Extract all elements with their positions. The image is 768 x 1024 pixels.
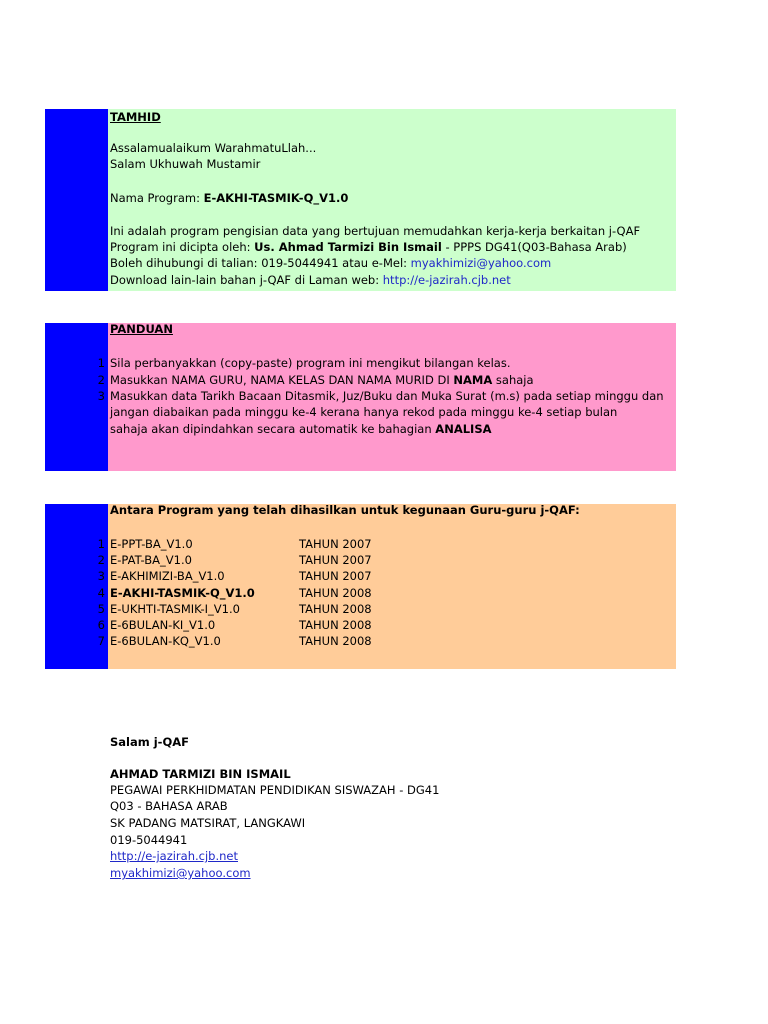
step-number: 2 [97, 373, 105, 387]
program-label: Nama Program: [110, 191, 204, 205]
program-item-year: TAHUN 2008 [299, 634, 372, 648]
author-school: SK PADANG MATSIRAT, LANGKAWI [110, 816, 306, 830]
step-2-text-a: Masukkan NAMA GURU, NAMA KELAS DAN NAMA MURID DI [110, 373, 454, 387]
step-2-text [110, 372, 534, 388]
footer-email-link[interactable]: myakhimizi@yahoo.com [110, 866, 251, 880]
program-item-year: TAHUN 2007 [299, 537, 372, 551]
program-number: 2 [97, 553, 105, 567]
program-item-name: E-UKHTI-TASMIK-I_V1.0 [110, 602, 240, 616]
programs-section [45, 504, 676, 669]
program-item-year: TAHUN 2008 [299, 618, 372, 632]
download-line [110, 272, 511, 288]
download-url-link[interactable]: http://e-jazirah.cjb.net [382, 273, 511, 287]
footer-website-link[interactable]: http://e-jazirah.cjb.net [110, 849, 238, 863]
program-item-year: TAHUN 2008 [299, 602, 372, 616]
program-number: 1 [97, 537, 105, 551]
step-2-text-b: sahaja [492, 373, 534, 387]
program-item-name: E-AKHI-TASMIK-Q_V1.0 [110, 586, 255, 600]
program-item-year: TAHUN 2007 [299, 553, 372, 567]
program-name: E-AKHI-TASMIK-Q_V1.0 [203, 191, 349, 205]
program-number: 7 [97, 634, 105, 648]
step-number: 1 [97, 356, 105, 370]
step-1-text: Sila perbanyakkan (copy-paste) program ini mengikut bilangan kelas. [110, 356, 511, 370]
program-item-name: E-6BULAN-KQ_V1.0 [110, 634, 221, 648]
author-full-name: AHMAD TARMIZI BIN ISMAIL [110, 767, 291, 781]
step-3-line-1: Masukkan data Tarikh Bacaan Ditasmik, Juz/Buku dan Muka Surat (m.s) pada setiap minggu dan [110, 389, 664, 403]
author-name: Us. Ahmad Tarmizi Bin Ismail [254, 240, 442, 254]
program-item-year: TAHUN 2007 [299, 569, 372, 583]
step-number: 3 [97, 389, 105, 403]
program-item-name: E-PAT-BA_V1.0 [110, 553, 192, 567]
program-number: 6 [97, 618, 105, 632]
author-suffix: - PPPS DG41(Q03-Bahasa Arab) [441, 240, 627, 254]
contact-line [110, 255, 551, 271]
greeting-line-1: Assalamualaikum WarahmatuLlah... [110, 141, 317, 155]
author-line [110, 239, 627, 255]
author-phone: 019-5044941 [110, 833, 188, 847]
step-3-line-3-a: sahaja akan dipindahkan secara automatik ke bahagian [110, 422, 436, 436]
tamhid-heading: TAMHID [110, 110, 161, 124]
author-prefix: Program ini dicipta oleh: [110, 240, 255, 254]
program-name-line [110, 190, 348, 206]
intro-line: Ini adalah program pengisian data yang bertujuan memudahkan kerja-kerja berkaitan j-QAF [110, 224, 641, 238]
author-grade: Q03 - BAHASA ARAB [110, 799, 228, 813]
tamhid-section [45, 109, 676, 291]
greeting-line-2: Salam Ukhuwah Mustamir [110, 157, 261, 171]
program-item-year: TAHUN 2008 [299, 586, 372, 600]
tamhid-side-bar [45, 109, 108, 291]
panduan-heading: PANDUAN [110, 322, 173, 336]
author-position: PEGAWAI PERKHIDMATAN PENDIDIKAN SISWAZAH - DG41 [110, 783, 440, 797]
step-3-line-2: jangan diabaikan pada minggu ke-4 kerana hanya rekod pada minggu ke-4 setiap bulan [110, 405, 618, 419]
program-item-name: E-AKHIMIZI-BA_V1.0 [110, 569, 225, 583]
download-prefix: Download lain-lain bahan j-QAF di Laman web: [110, 273, 383, 287]
step-2-text-bold: NAMA [453, 373, 493, 387]
salam-line: Salam j-QAF [110, 735, 189, 749]
step-3-line-3 [110, 421, 492, 437]
program-number: 4 [97, 586, 105, 600]
contact-email-link[interactable]: myakhimizi@yahoo.com [410, 256, 552, 270]
program-number: 5 [97, 602, 105, 616]
panduan-section [45, 323, 676, 471]
step-3-analisa: ANALISA [435, 422, 492, 436]
program-item-name: E-PPT-BA_V1.0 [110, 537, 193, 551]
contact-prefix: Boleh dihubungi di talian: 019-5044941 atau e-Mel: [110, 256, 411, 270]
program-item-name: E-6BULAN-KI_V1.0 [110, 618, 216, 632]
program-number: 3 [97, 569, 105, 583]
programs-heading: Antara Program yang telah dihasilkan untuk kegunaan Guru-guru j-QAF: [110, 503, 580, 517]
